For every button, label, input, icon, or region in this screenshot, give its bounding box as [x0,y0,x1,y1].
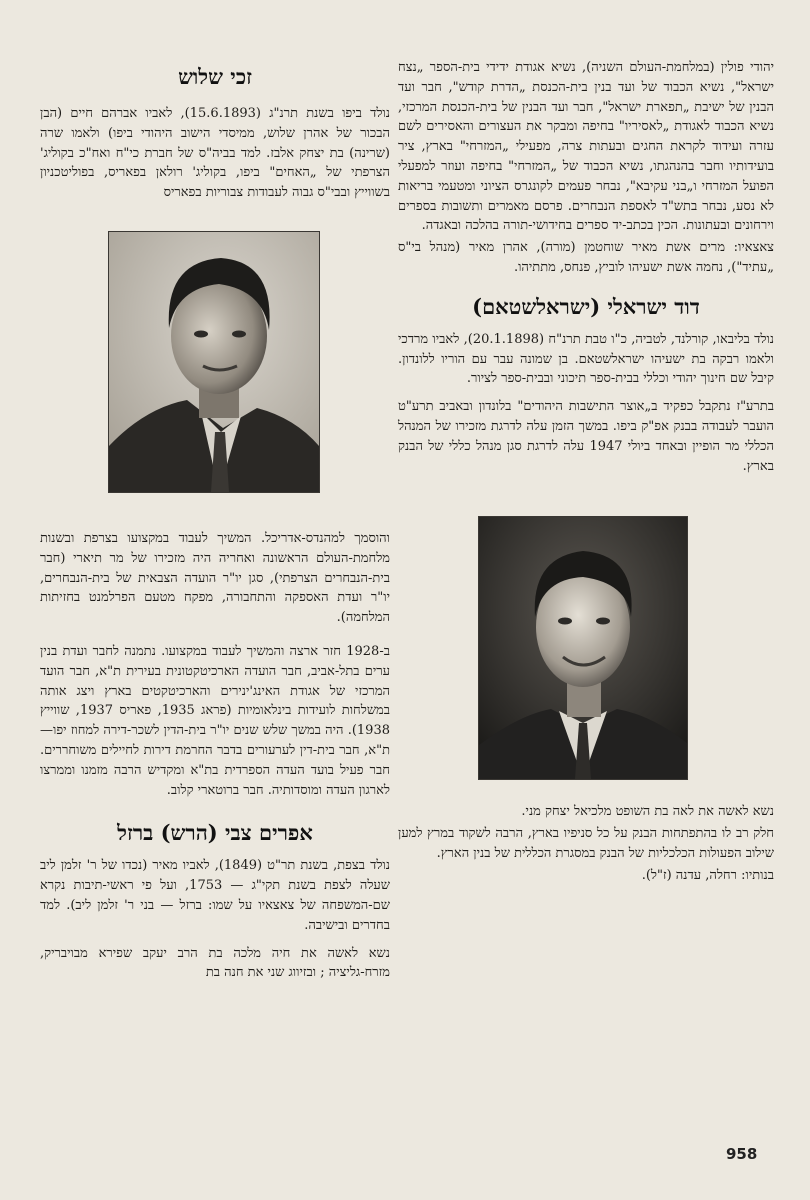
previous-entry-descendants: צאצאיו: מרים אשת מאיר שוחטמן (מורה), אהרן מאיר (מנהל בי"ס „עתיד"), נחמה אשת ישעיהו לוביץ, פנחס, מתתיהו. [398,240,774,275]
zaki-shlush-paragraph: נולד ביפו בשנת תרנ"ג (15.6.1893), לאביו אברהם חיים (הבן הבכור של אהרן שלוש, ממיסדי הישוב היהודי ביפו) ולאמו שרה (שרינה) בת יצחק אלבז. למד בביה"ס של חברת כי"ח ואח"כ בקוליג' הצרפתי של „האחים" ביפו, בקוליג' רולאן בפאריס, בפוליטכניון בשווייץ ובבי"ס גבוה לעבודות צבוריות בפאריס [40,106,390,201]
efraim-barzel-paragraph: נולד בצפת, בשנת תר"ט (1849), לאביו מאיר (נכדו של ר' זלמן ליב שעלה לצפת בשנת תקי"ג — 1753, ועל פי ראשי-תיבות נקרא שם-המשפחה של צאצאיו על שמו: ברזל — בני ר' זלמן ליב). למד בחדרים ובישיבה. [40,858,390,933]
entry-title-zaki-shlush: זכי שלוש [178,64,252,89]
entry-title-efraim-barzel: אפרים צבי (הרש) ברזל [117,820,313,846]
david-israeli-paragraph: בתרע"ז נתקבל כפקיד ב„אוצר התישבות היהודים" בלונדון ובאביב תרע"ט הועבר לעבודה בבנק אפ"ק ביפו. במשך הזמן עלה לדרגת מזכירו של המנהל הכללי מר הופיין ובאחד ביולי 1947 עלה לדרגת סגן מנהל כללי של הבנק בארץ. [398,399,774,474]
david-israeli-paragraph: חלק רב לו בהתפתחות הבנק על כל סניפיו בארץ, הרבה לשקוד במרץ למען שילוב הפעולות הכלכליות של הבנק במסגרת הכללית של בנין הארץ. [398,826,774,861]
zaki-shlush-paragraph: והוסמך למהנדס-אדריכל. המשיך לעבוד במקצועו בצרפת ובשנות מלחמת-העולם הראשונה ואחריה היה מזכירו של מר תיארי (חבר בית-הנבחרים הצרפתי), סגן יו"ר הועדה הצבאית של בית-הנבחרים, יו"ר ועדת האספקה והתחבורה, מפקח מטעם הפרלמנט בחזיתות המלחמה). [40,530,390,626]
right-column [398,58,774,894]
david-israeli-paragraph: בנותיו: רחלה, עדנה (ז"ל). [641,867,774,883]
david-israeli-paragraph: נשא לאשה את לאה בת השופט מלכיאל יצחק מני. [521,804,774,820]
portrait-photo-zaki-shlush [108,231,320,493]
zaki-shlush-paragraph: ב-1928 חזר ארצה והמשיך לעבוד במקצועו. נתמנה לחבר ועדת בנין ערים בתל-אביב, חבר הועדה הארכיטקטונית בעירית ת"א, חבר הועד המרכזי של אגודת האינג'ינירים והארכיטקטים בארץ ויצג אותה במשלחות לועידות בינלאומיות (פראג 1935, פאריס 1937, שווייץ 1938). היה במשך שלש שנים יו"ר בית-הדין לשכר-דירה למחוז יפו—ת"א, חבר בית-דין לערעורים בדבר החרמת דירות לחיילים משוחררים. חבר פעיל בועד העדה הספרדית בת"א ומקדיש הרבה מזמנו וממרצו לארגון העדה ומוסדותיה. חבר ברוטארי קלוב. [40,643,390,798]
entry-title-david-israeli: דוד ישראלי (ישראלשטאם) [472,293,700,319]
portrait-photo-david-israeli [478,516,688,780]
previous-entry-paragraph: יהודי פולין (במלחמת-העולם השניה), נשיא אגודת ידידי בית-הספר „נצח ישראל", נשיא הכבוד של ועד בנין בית-הכנסת „הדרת קודש", חבר ועד הבנין של ישיבת „תפארת ישראל", חבר ועד הבנין של בית-הכנסת המרכזי, נשיא הכבוד לאגודת „לאסיריו" בחיפה ומבקר את העצורים והאסירים לשם עזרה ועידוד לקראת החגים ובעתות צרה, מפעילי „המזרחי" בארץ, ציר בועידותיו וחבר בהנהגתו, נשיא הכבוד של „המזרחי" בחיפה ועוזר למפעלי הפועל המזרחי ו„בני עקיבא", נבחר פעמים לקונגרס הציוני ומטעמי בריאות לא נסע, נבחר בתש"ד לאספת הנבחרים. פרסם מאמרים ותשובות בספרים וירחונים ובעתונות. הכין בכתב-יד ספרים בחידושי-תורה בהלכה ובאגדה. [398,60,774,234]
efraim-barzel-paragraph: נשא לאשה את חיה מלכה בת הרב יעקב שפירא מבויבריק, מזרח-גליציה ; ובזיווג שני את חנה בת [40,945,390,981]
page-number: 958 [726,1145,758,1163]
left-column [40,58,390,991]
david-israeli-paragraph: נולד בליבאו, קורלנד, לטביה, כ"ו טבת תרנ"ח (20.1.1898), לאביו מרדכי ולאמו רבקה בת ישעיהו ישראלשטאם. בן שמונה עבר עם הוריו ללונדון. קיבל שם חינוך יהודי וכללי בבית-ספר תיכוני ובבית-ספר לציור. [398,331,774,387]
